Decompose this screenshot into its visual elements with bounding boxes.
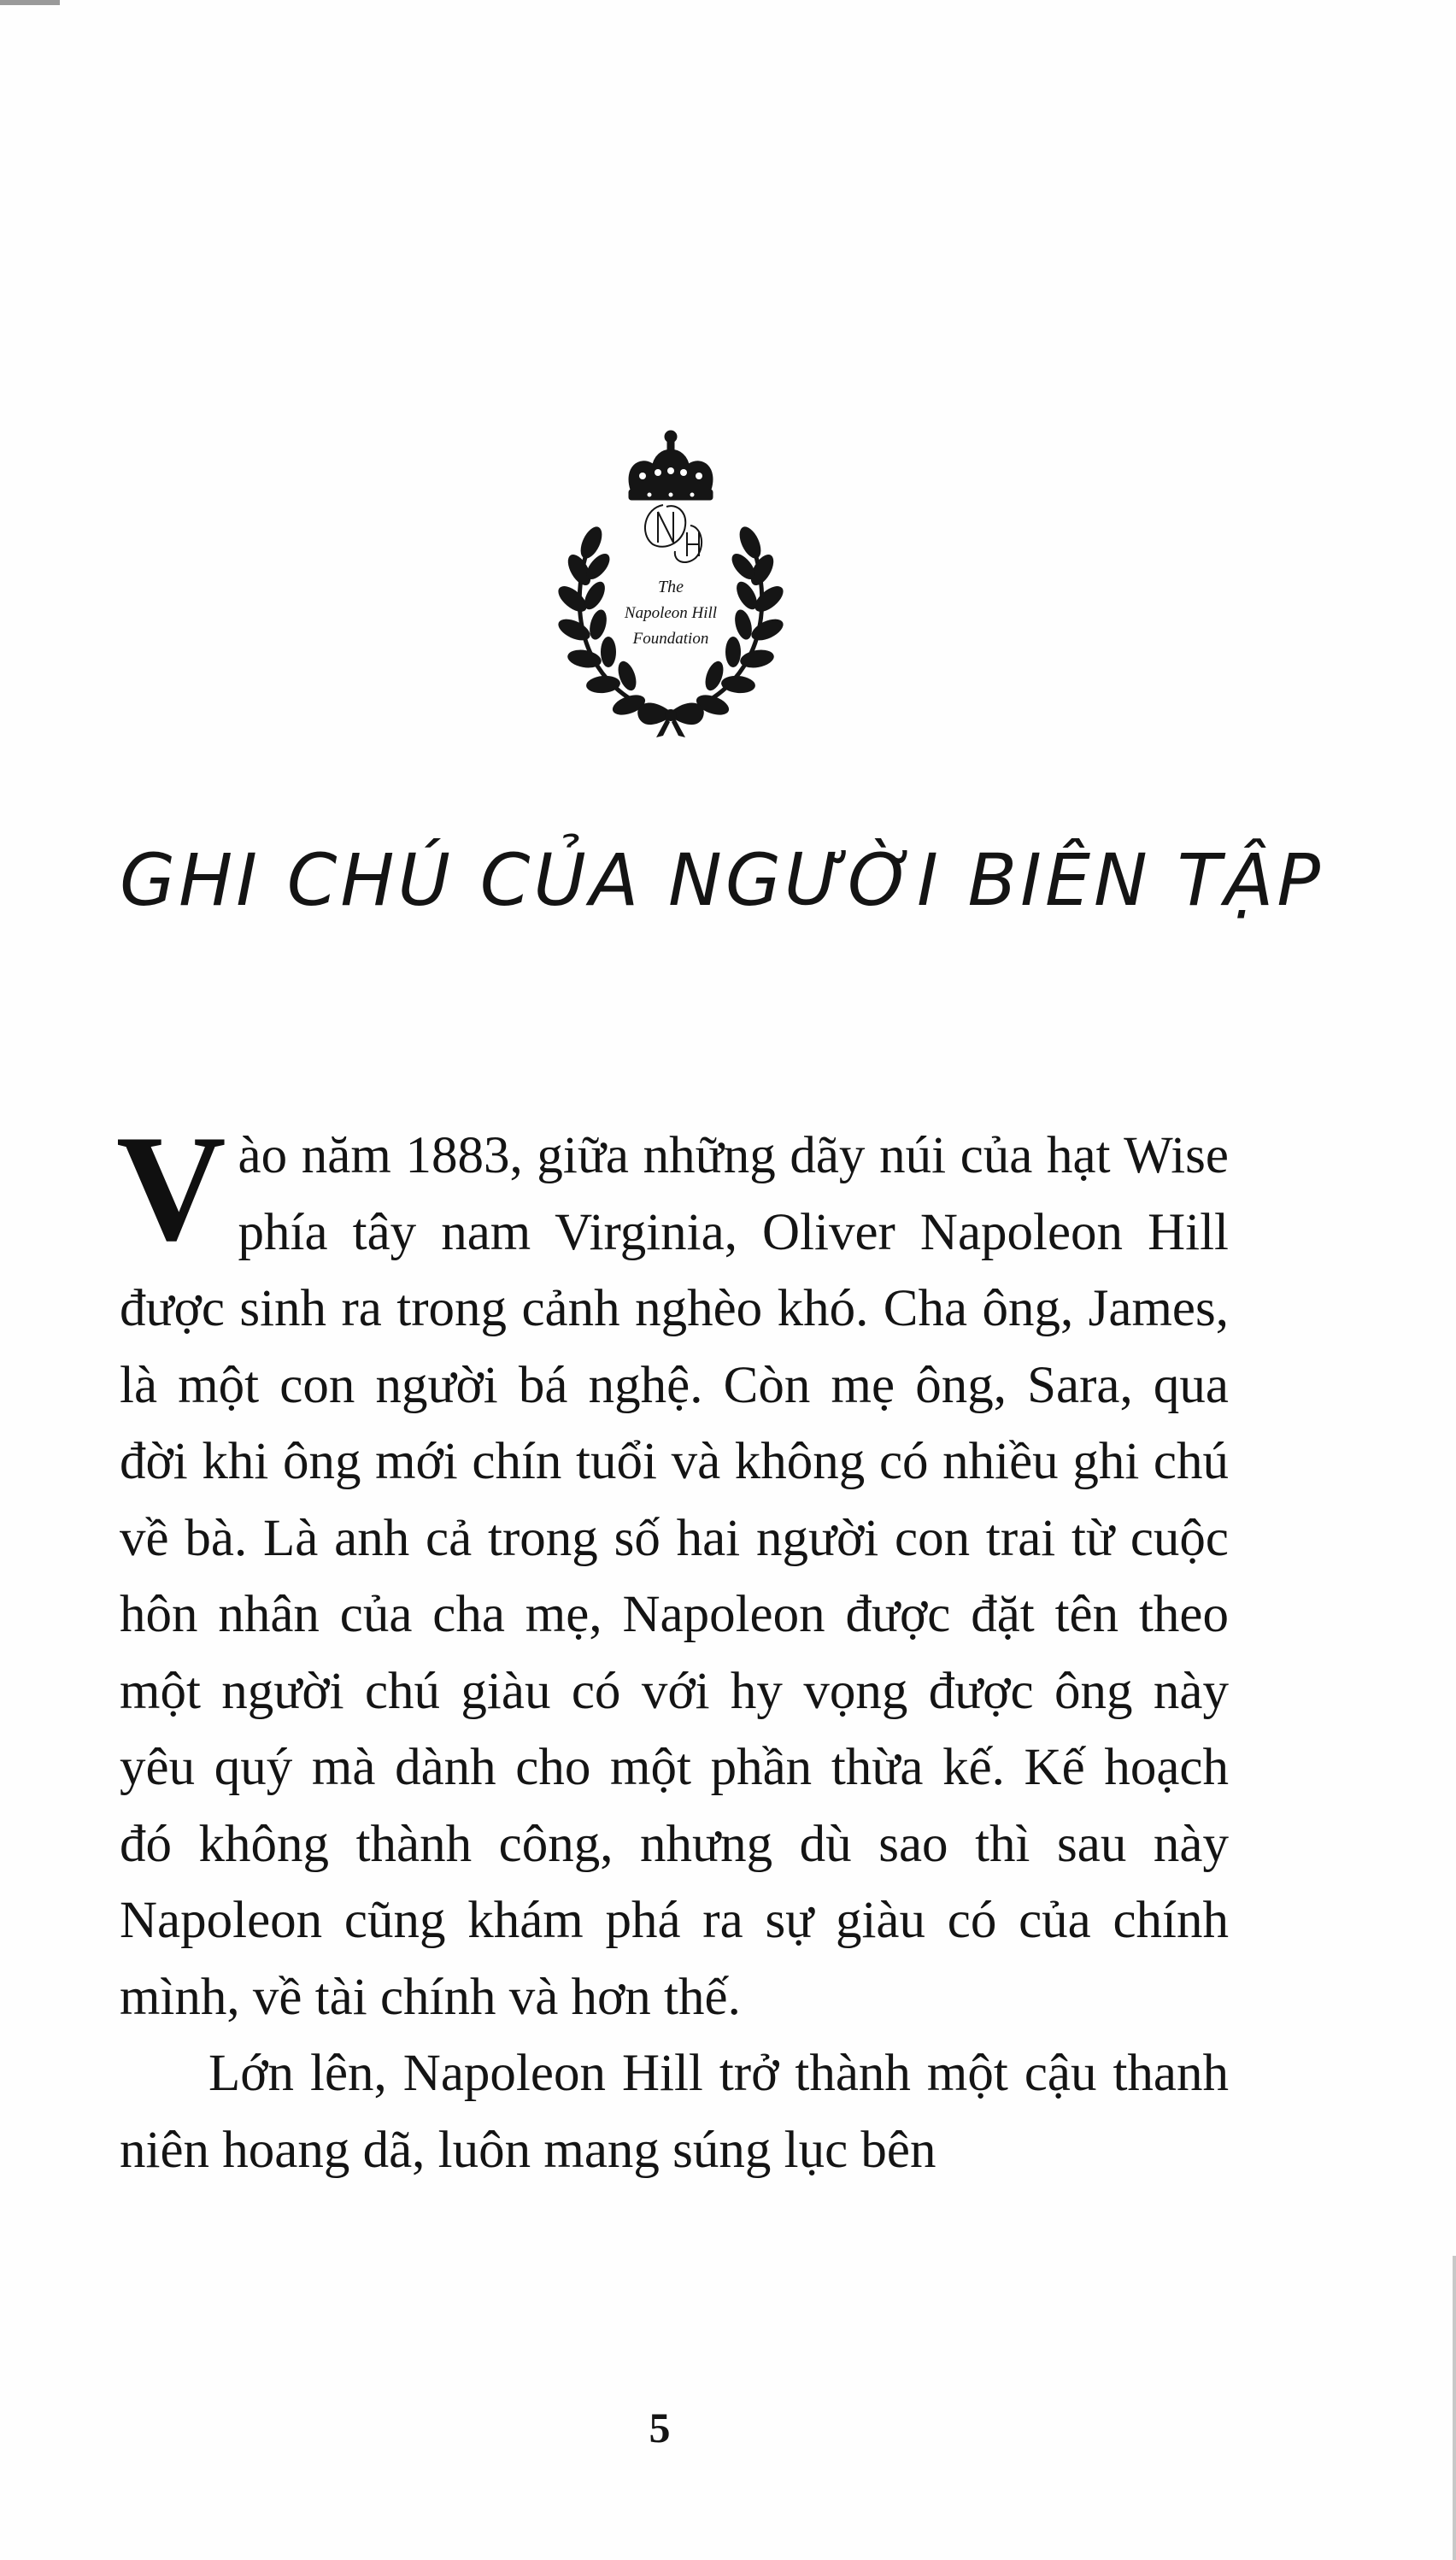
paragraph-2: Lớn lên, Napoleon Hill trở thành một cậu thanh niên hoang dã, luôn mang súng lục bên [120,2045,1229,2179]
foundation-crest-logo [538,423,803,739]
logo-text-line2: Napoleon Hill [624,604,718,622]
scan-edge-top [0,0,60,5]
logo-text-line3: Foundation [632,630,709,648]
page-number: 5 [649,2404,671,2451]
ribbon-bow-icon [637,703,704,737]
logo-text-line1: The [658,578,684,596]
monogram-icon [645,505,702,562]
page-title: GHI CHÚ CỦA NGƯỜI BIÊN TẬP [120,838,1324,922]
crown-icon [629,431,713,500]
scan-edge-right [1453,2256,1456,2560]
paragraph-1-text: ào năm 1883, giữa những dãy núi của hạt Wise phía tây nam Virginia, Oliver Napoleon Hill được sinh ra trong cảnh nghèo khó. Cha ông, James, là một con người bá nghệ. Còn mẹ ông, Sara, qua đời khi ông mới chín tuổi và không có nhiều ghi chú về bà. Là anh cả trong số hai người con trai từ cuộc hôn nhân của cha mẹ, Napoleon được đặt tên theo một người chú giàu có với hy vọng được ông này yêu quý mà dành cho một phần thừa kế. Kế hoạch đó không thành công, nhưng dù sao thì sau này Napoleon cũng khám phá ra sự giàu có của chính mình, về tài chính và hơn thế. [120,1127,1229,2026]
paragraph-1 [116,1103,1229,2035]
body-text [116,1103,1229,2188]
drop-cap: V [116,1103,226,1272]
